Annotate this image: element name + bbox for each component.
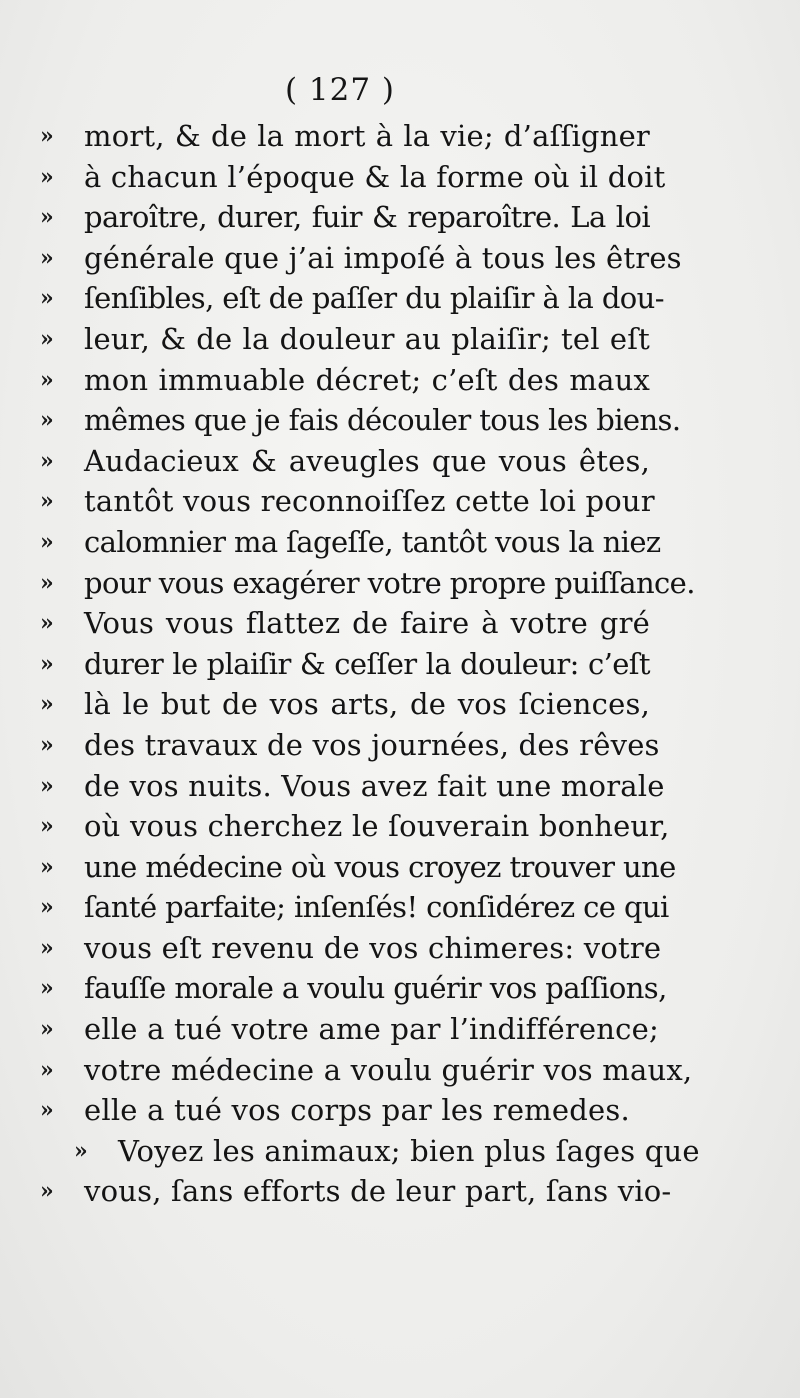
text-line <box>40 157 666 198</box>
text-line <box>40 197 650 238</box>
text-line <box>40 806 670 847</box>
line-text: des travaux de vos journées, des rêves <box>84 727 660 762</box>
quote-mark: » <box>40 569 54 596</box>
line-text: paroître, durer, fuir & reparoître. La loi <box>84 200 650 235</box>
line-text: une médecine où vous croyez trouver une <box>84 849 676 884</box>
line-text: mon immuable décret; c’eſt des maux <box>84 362 650 397</box>
text-line <box>40 400 681 441</box>
quote-mark: » <box>40 488 54 515</box>
text-line <box>40 847 676 888</box>
quote-mark: » <box>40 447 54 474</box>
text-line <box>40 968 667 1009</box>
quote-mark: » <box>40 366 54 393</box>
line-text: générale que j’ai impoſé à tous les êtres <box>84 240 682 275</box>
quote-mark: » <box>40 528 54 555</box>
line-text: mort, & de la mort à la vie; d’aſſigner <box>84 119 650 153</box>
line-text: à chacun l’époque & la forme où il doit <box>84 159 666 194</box>
line-text: ſanté parfaite; inſenſés! conſidérez ce qui <box>84 890 669 925</box>
line-text: leur, & de la douleur au plaiſir; tel eſt <box>84 321 650 356</box>
quote-mark: » <box>40 1178 54 1205</box>
text-line <box>40 684 650 725</box>
quote-mark: » <box>40 163 54 190</box>
line-text: votre médecine a voulu guérir vos maux, <box>84 1052 693 1087</box>
quote-mark: » <box>40 813 54 840</box>
line-text: où vous cherchez le ſouverain bonheur, <box>84 809 670 844</box>
quote-mark: » <box>40 610 54 637</box>
quote-mark: » <box>40 123 54 149</box>
text-line <box>40 1009 659 1050</box>
text-line <box>40 1171 672 1212</box>
line-text: durer le plaiſir & ceſſer la douleur: c’eſt <box>84 646 650 681</box>
text-line <box>40 644 650 685</box>
quote-mark: » <box>74 1137 88 1164</box>
quote-mark: » <box>40 650 54 677</box>
text-line <box>40 563 695 604</box>
line-text: pour vous exagérer votre propre puiſſance. <box>84 565 695 600</box>
line-text: de vos nuits. Vous avez fait une morale <box>84 768 665 803</box>
quote-mark: » <box>40 1056 54 1083</box>
text-line <box>40 360 650 401</box>
quote-mark: » <box>40 325 54 352</box>
line-text: ſenſibles, eſt de paſſer du plaiſir à la dou- <box>84 281 664 316</box>
text-line <box>40 319 650 360</box>
text-line <box>40 1050 693 1091</box>
line-text: tantôt vous reconnoiſſez cette loi pour <box>84 484 655 519</box>
line-text: calomnier ma ſageſſe, tantôt vous la niez <box>84 524 661 559</box>
quote-mark: » <box>40 244 54 271</box>
quote-mark: » <box>40 975 54 1002</box>
quote-mark: » <box>40 1097 54 1124</box>
text-line <box>40 1090 650 1131</box>
text-line <box>40 441 650 482</box>
text-line <box>40 481 655 522</box>
quote-mark: » <box>40 285 54 312</box>
text-line <box>40 278 664 319</box>
text-line <box>40 116 650 157</box>
line-text: là le but de vos arts, de vos ſciences, <box>84 687 650 722</box>
line-text: Vous vous flattez de faire à votre gré <box>84 606 650 641</box>
quote-mark: » <box>40 407 54 434</box>
quote-mark: » <box>40 853 54 880</box>
text-line <box>40 238 682 279</box>
quote-mark: » <box>40 1016 54 1043</box>
page-number: ( 127 ) <box>284 72 396 108</box>
line-text: elle a tué vos corps par les remedes. <box>84 1093 630 1128</box>
quote-mark: » <box>40 204 54 231</box>
line-text: vous, ſans efforts de leur part, ſans vio- <box>84 1174 672 1209</box>
text-line <box>40 887 669 928</box>
quote-mark: » <box>40 731 54 758</box>
line-text: vous eſt revenu de vos chimeres: votre <box>84 930 662 965</box>
line-text: fauſſe morale a voulu guérir vos paſſions, <box>84 971 667 1006</box>
text-line <box>40 603 650 644</box>
quote-mark: » <box>40 894 54 921</box>
text-line <box>40 1131 700 1172</box>
text-block <box>40 116 700 1212</box>
quote-mark: » <box>40 934 54 961</box>
line-text: elle a tué votre ame par l’indifférence; <box>84 1012 659 1047</box>
text-line <box>40 766 665 807</box>
text-line <box>40 928 662 969</box>
text-line <box>40 522 661 563</box>
text-line <box>40 725 660 766</box>
quote-mark: » <box>40 772 54 799</box>
line-text: Voyez les animaux; bien plus ſages que <box>118 1133 700 1168</box>
quote-mark: » <box>40 691 54 718</box>
line-text: Audacieux & aveugles que vous êtes, <box>84 443 650 478</box>
line-text: mêmes que je fais découler tous les biens. <box>84 403 681 438</box>
